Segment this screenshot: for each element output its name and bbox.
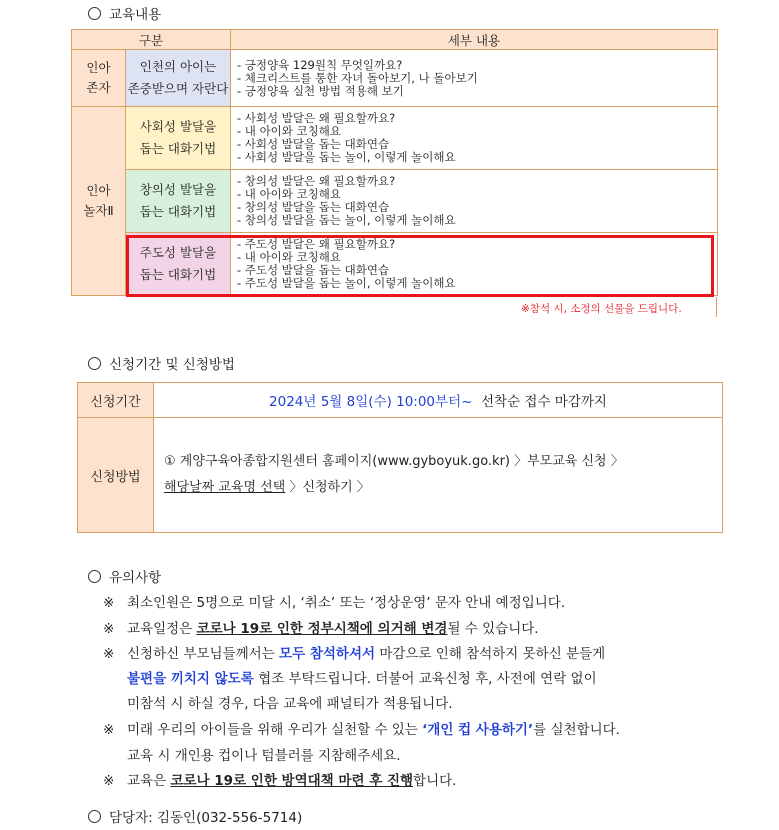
period-value: 2024년 5월 8일(수) 10:00부터~ 선착순 접수 마감까지 (154, 383, 723, 418)
sub-label-initiative: 주도성 발달을 돕는 대화기법 (126, 233, 231, 296)
note-4: ※ 미래 우리의 아이들을 위해 우리가 실천할 수 있는 ‘개인 컵 사용하기’를 실천합니다. (103, 722, 620, 738)
details-cell: - 사회성 발달은 왜 필요할까요? - 내 아이와 코칭해요 - 사회성 발달을 돕는 대화연습 - 사회성 발달을 돕는 놀이, 이렇게 놀이해요 (231, 107, 718, 170)
header-details: 세부 내용 (231, 30, 718, 50)
method-value: ① 계양구육아종합지원센터 홈페이지(www.gyboyuk.go.kr) 〉부모교육 신청 〉 해당날짜 교육명 선택 〉신청하기 〉 (154, 418, 723, 533)
group-label-1: 인아 존자 (72, 50, 126, 107)
details-cell: - 주도성 발달은 왜 필요할까요? - 내 아이와 코칭해요 - 주도성 발달을 돕는 대화연습 - 주도성 발달을 돕는 놀이, 이렇게 놀이해요 (231, 233, 718, 296)
section-heading-period: 신청기간 및 신청방법 (88, 353, 235, 373)
note-3: ※ 신청하신 부모님들께서는 모두 참석하셔서 마감으로 인해 참석하지 못하신 분들게 (103, 646, 606, 662)
note-5: ※ 교육은 코로나 19로 인한 방역대책 마련 후 진행합니다. (103, 773, 457, 789)
section-heading-education: 교육내용 (88, 3, 161, 23)
contact-line: 담당자: 김동인(032-556-5714) (88, 806, 302, 826)
circle-bullet-icon (88, 570, 101, 583)
circle-bullet-icon (88, 810, 101, 823)
details-cell: - 긍정양육 129원칙 무엇일까요? - 체크리스트를 통한 자녀 돌아보기, 나 돌아보기 - 긍정양육 실천 방법 적용해 보기 (231, 50, 718, 107)
group-label-2: 인아 놀자Ⅱ (72, 107, 126, 296)
note-2: ※ 교육일정은 코로나 19로 인한 정부시책에 의거해 변경될 수 있습니다. (103, 621, 539, 637)
circle-bullet-icon (88, 7, 101, 20)
sub-label-respect: 인천의 아이는 존중받으며 자란다 (126, 50, 231, 107)
note-3-cont: 불편을 끼치지 않도록 협조 부탁드립니다. 더불어 교육신청 후, 사전에 연락 없이 (127, 671, 597, 687)
gift-footnote: ※참석 시, 소정의 선물을 드립니다. (521, 303, 682, 315)
period-label: 신청기간 (78, 383, 154, 418)
sub-label-social: 사회성 발달을 돕는 대화기법 (126, 107, 231, 170)
header-category: 구분 (72, 30, 231, 50)
highlight-box (126, 235, 714, 297)
sub-label-creativity: 창의성 발달을 돕는 대화기법 (126, 170, 231, 233)
details-cell: - 창의성 발달은 왜 필요할까요? - 내 아이와 코칭해요 - 창의성 발달을 돕는 대화연습 - 창의성 발달을 돕는 놀이, 이렇게 놀이해요 (231, 170, 718, 233)
divider (716, 297, 717, 317)
circle-bullet-icon (88, 357, 101, 370)
section-heading-notes: 유의사항 (88, 566, 161, 586)
note-4-cont: 교육 시 개인용 컵이나 텀블러를 지참해주세요. (127, 748, 401, 764)
application-table (77, 382, 723, 533)
note-1: ※ 최소인원은 5명으로 미달 시, ‘취소’ 또는 ‘정상운영’ 문자 안내 예정입니다. (103, 595, 566, 611)
note-3-cont2: 미참석 시 하실 경우, 다음 교육에 패널티가 적용됩니다. (127, 696, 453, 712)
method-link[interactable]: 해당날짜 교육명 선택 (164, 480, 286, 495)
method-label: 신청방법 (78, 418, 154, 533)
